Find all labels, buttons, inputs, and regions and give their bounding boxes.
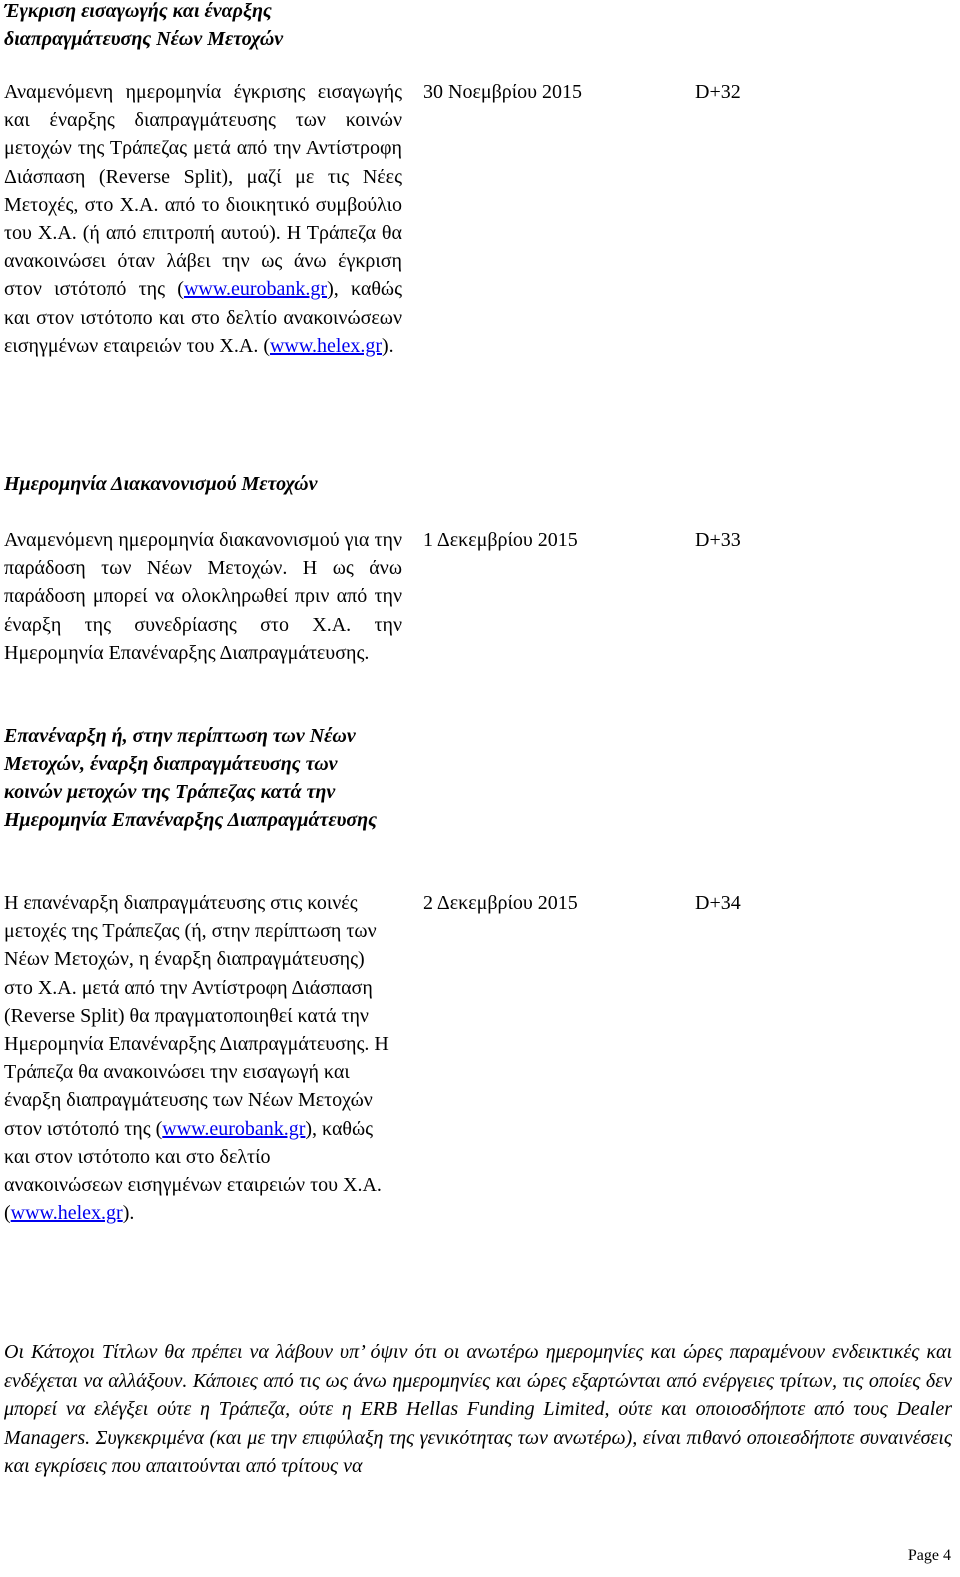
section-3-heading: Επανέναρξη ή, στην περίπτωση των Νέων Μετοχών, έναρξη διαπραγμάτευσης των κοινών μετοχών της Τράπεζας κατά την Ημερομηνία Επανέναρξης Διαπραγμάτευσης bbox=[4, 725, 378, 831]
section-1-end-text: ). bbox=[382, 334, 394, 357]
section-2-heading: Ημερομηνία Διακανονισμού Μετοχών bbox=[4, 473, 318, 495]
helex-link[interactable]: www.helex.gr bbox=[10, 1202, 123, 1225]
section-3-date: 2 Δεκεμβρίου 2015 bbox=[423, 892, 578, 914]
eurobank-link[interactable]: www.eurobank.gr bbox=[162, 1117, 306, 1140]
section-2-day-code: D+33 bbox=[695, 529, 741, 551]
section-1-mid-text: ), καθώς και στον ιστότοπο και στο δελτίο ανακοινώσεων εισηγμένων εταιρειών του Χ.Α. ( bbox=[4, 278, 402, 357]
section-2-date: 1 Δεκεμβρίου 2015 bbox=[423, 529, 578, 551]
helex-link[interactable]: www.helex.gr bbox=[269, 334, 382, 357]
section-3-day-code: D+34 bbox=[695, 892, 741, 914]
page-number: Page 4 bbox=[907, 1547, 951, 1564]
section-3-mid-text: ), καθώς και στον ιστότοπο και στο δελτίο ανακοινώσεων εισηγμένων εταιρειών του Χ.Α. ( bbox=[4, 1117, 382, 1225]
section-1-text: Αναμενόμενη ημερομηνία έγκρισης εισαγωγής και έναρξης διαπραγμάτευσης των κοινών μετοχών της Τράπεζας μετά από την Αντίστροφη Διάσπαση (Reverse Split), μαζί με τις Νέες Μετοχές, στο Χ.Α. από το διοικητικό συμβούλιο του Χ.Α. (ή από επιτροπή αυτού). Η Τράπεζα θα ανακοινώσει όταν λάβει την ως άνω έγκριση στον ιστότοπό της ( bbox=[4, 81, 402, 301]
disclaimer-note: Οι Κάτοχοι Τίτλων θα πρέπει να λάβουν υπ’ όψιν ότι οι ανωτέρω ημερομηνίες και ώρες παραμένουν ενδεικτικές και ενδέχεται να αλλάξουν. Κάποιες από τις ως άνω ημερομηνίες και ώρες εξαρτώνται από ενέργειες τρίτων, τις οποίες δεν μπορεί να ελέγξει ούτε η Τράπεζα, ούτε η ERB Hellas Funding Limited, ούτε και οποιοσδήποτε από τους Dealer Managers. Συγκεκριμένα (και με την επιφύλαξη της γενικότητας των ανωτέρω), είναι πιθανό οποιεσδήποτε συναινέσεις και εγκρίσεις που απαιτούνται από τρίτους να bbox=[4, 1341, 952, 1478]
section-2-body: Αναμενόμενη ημερομηνία διακανονισμού για την παράδοση των Νέων Μετοχών. Η ως άνω παράδοση μπορεί να ολοκληρωθεί πριν από την έναρξη της συνεδρίασης στο Χ.Α. την Ημερομηνία Επανέναρξης Διαπραγμάτευσης. bbox=[4, 529, 402, 664]
section-3-body bbox=[4, 889, 394, 1227]
section-1-date: 30 Νοεμβρίου 2015 bbox=[423, 81, 583, 103]
section-3-text: Η επανέναρξη διαπραγμάτευσης στις κοινές μετοχές της Τράπεζας (ή, στην περίπτωση των Νέων Μετοχών, η έναρξη διαπραγμάτευσης) στο Χ.Α. μετά από την Αντίστροφη Διάσπαση (Reverse Split) θα πραγματοποιηθεί κατά την Ημερομηνία Επανέναρξης Διαπραγμάτευσης. Η Τράπεζα θα ανακοινώσει την εισαγωγή και έναρξη διαπραγμάτευσης των Νέων Μετοχών στον ιστότοπό της ( bbox=[4, 892, 389, 1140]
eurobank-link[interactable]: www.eurobank.gr bbox=[183, 278, 328, 301]
section-1-day-code: D+32 bbox=[695, 81, 741, 103]
section-3-end-text: ). bbox=[122, 1202, 135, 1225]
section-1-heading: Έγκριση εισαγωγής και έναρξης διαπραγμάτευσης Νέων Μετοχών bbox=[4, 0, 284, 50]
section-1-body bbox=[4, 78, 402, 360]
